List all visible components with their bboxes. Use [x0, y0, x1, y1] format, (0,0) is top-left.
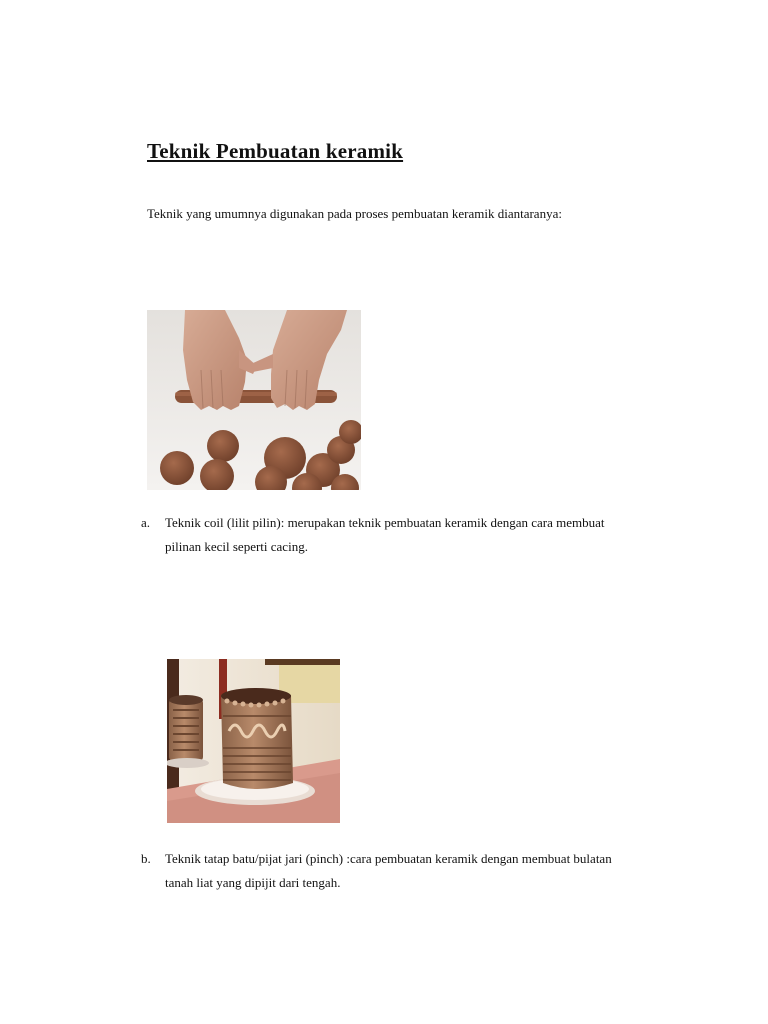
coil-technique-photo — [147, 310, 361, 490]
document-title: Teknik Pembuatan keramik — [147, 139, 404, 163]
list-item-text — [165, 847, 665, 895]
list-item-text — [165, 511, 665, 559]
intro-paragraph: Teknik yang umumnya digunakan pada proses pembuatan keramik diantaranya: — [147, 206, 562, 221]
list-item-line: Teknik coil (lilit pilin): merupakan teknik pembuatan keramik dengan cara membuat — [165, 515, 605, 530]
list-marker: a. — [141, 515, 151, 530]
list-item-line: pilinan kecil seperti cacing. — [165, 539, 308, 554]
list-marker: b. — [141, 851, 151, 866]
list-item-line: Teknik tatap batu/pijat jari (pinch) :cara pembuatan keramik dengan membuat bulatan — [165, 851, 612, 866]
list-item-line: tanah liat yang dipijit dari tengah. — [165, 875, 341, 890]
coiled-pots-photo — [167, 659, 340, 823]
